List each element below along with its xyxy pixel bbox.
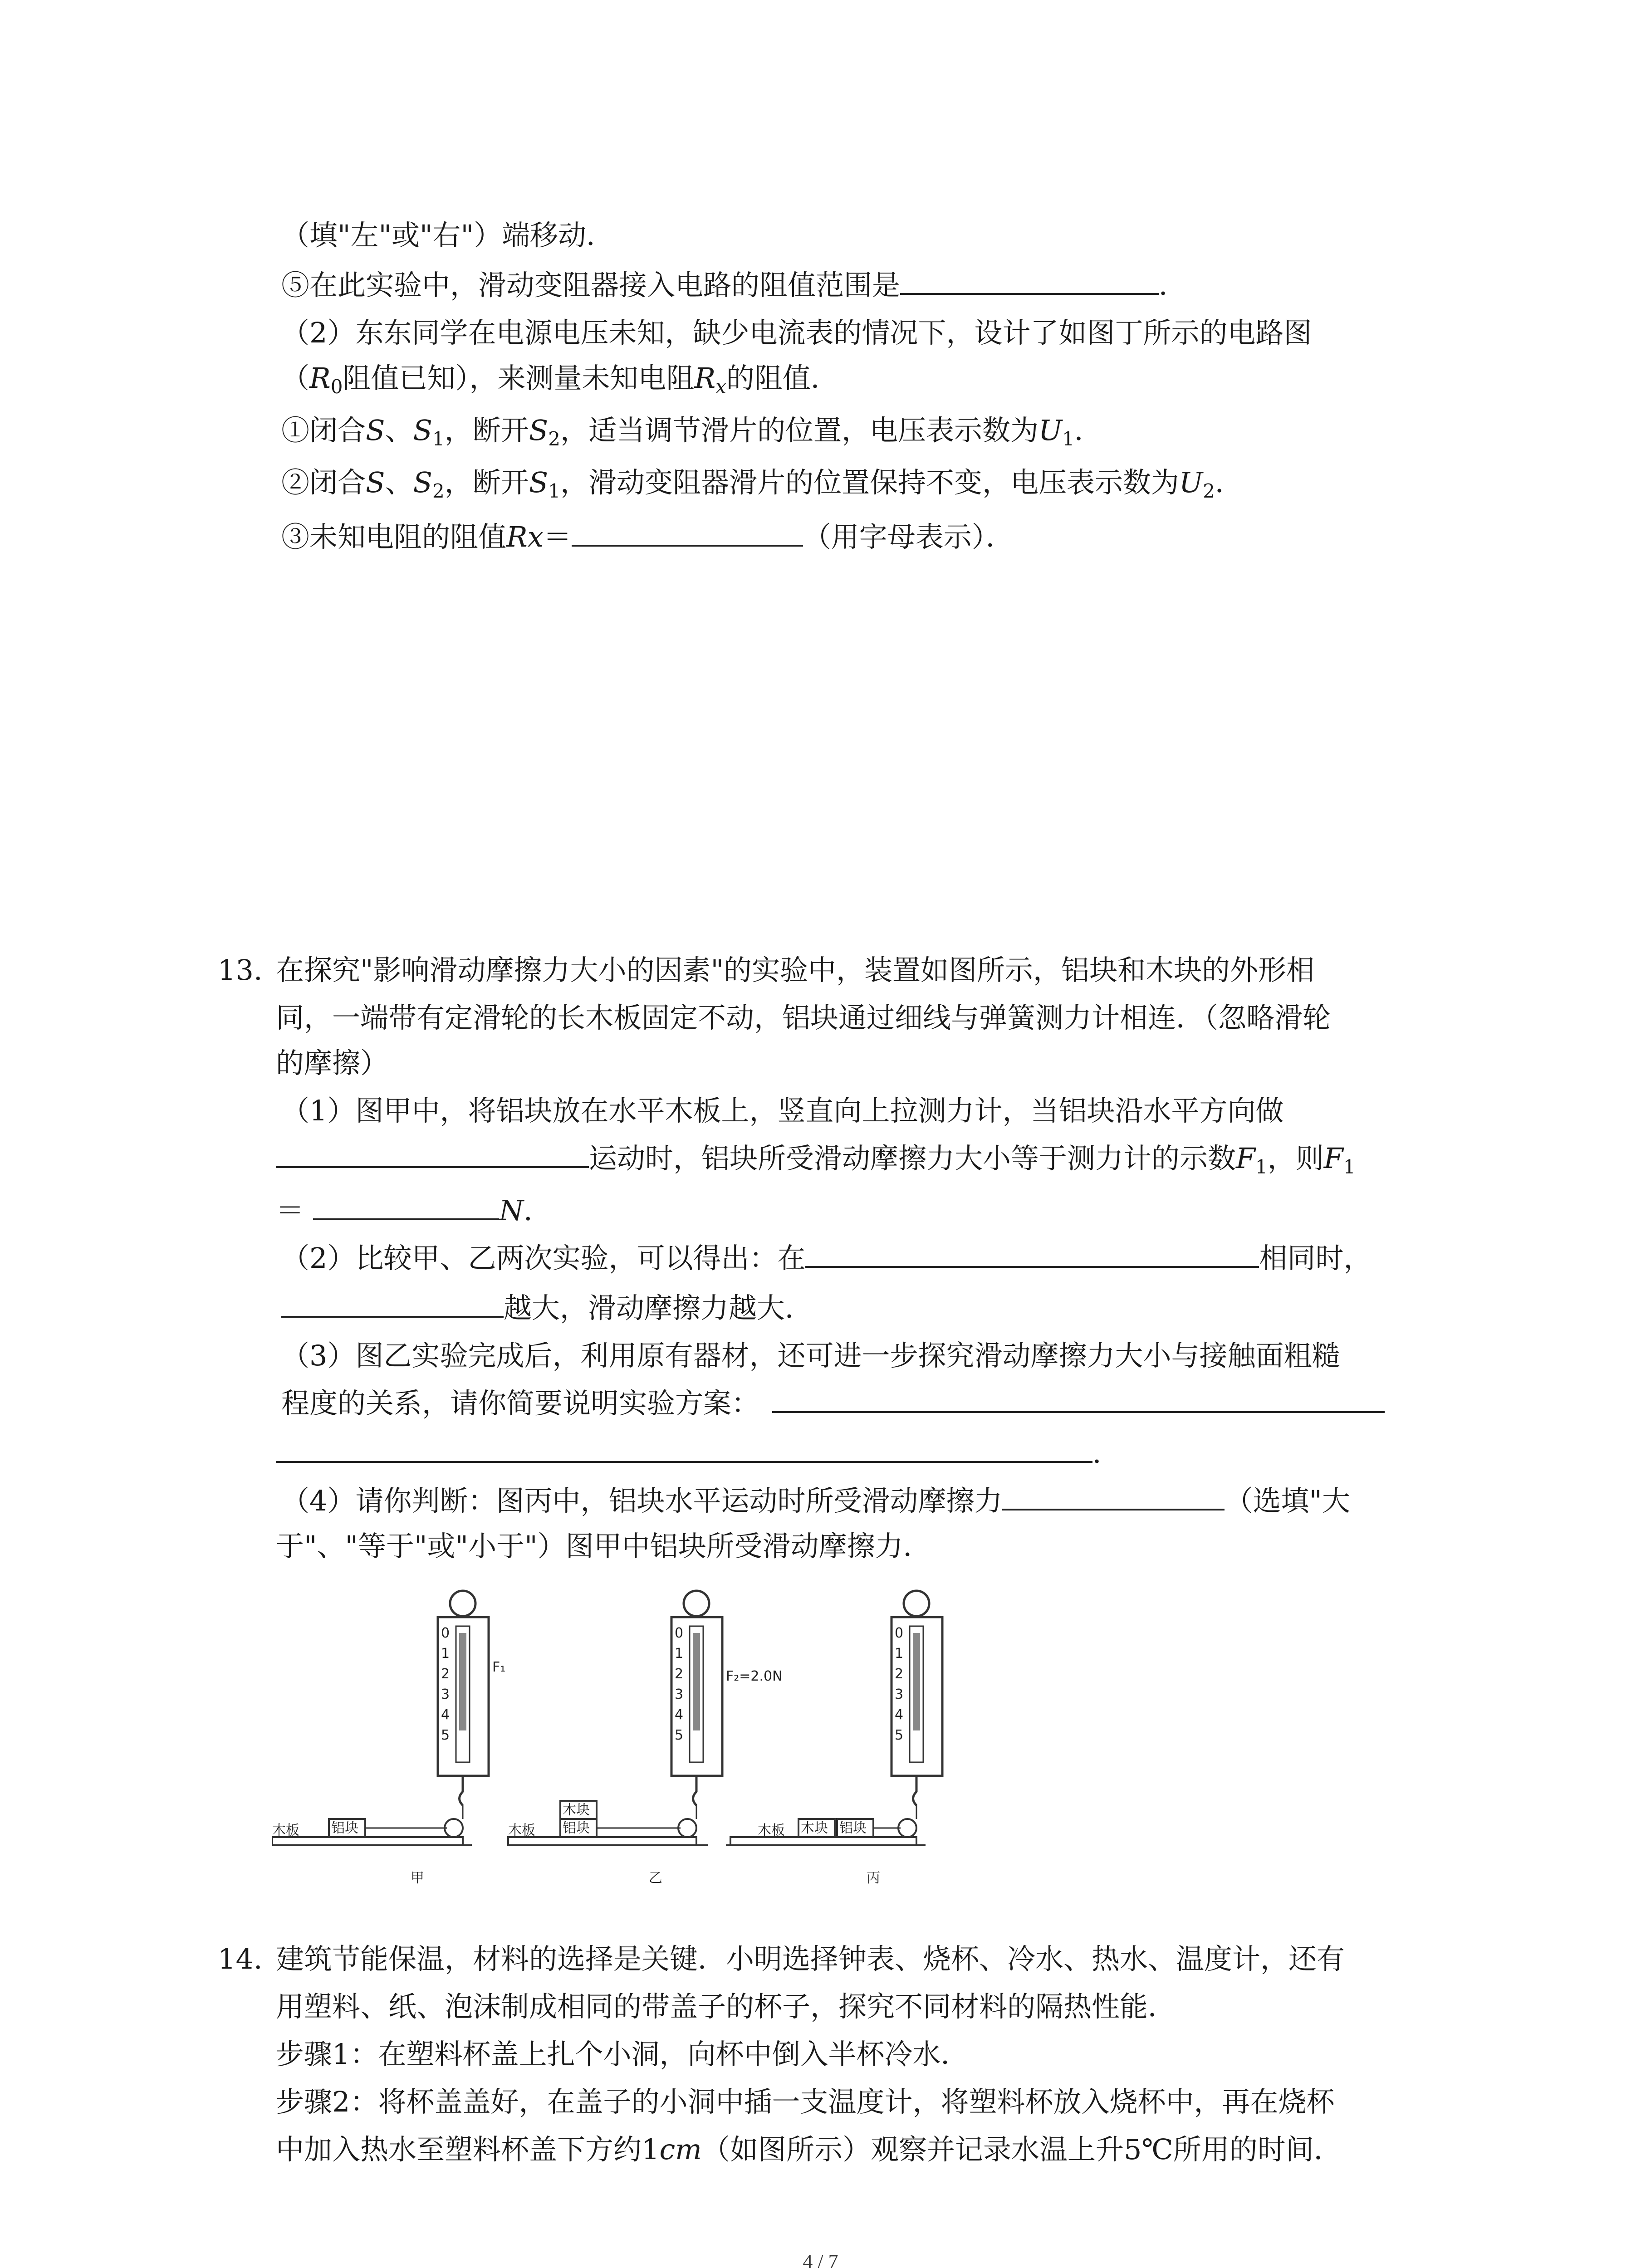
answer-blank-resistance-range[interactable] (900, 266, 1159, 295)
answer-blank-same-condition[interactable] (805, 1239, 1259, 1268)
tick-label: 3 (895, 1686, 904, 1702)
answer-blank-friction-comparison[interactable] (1002, 1481, 1225, 1510)
symbol-F1-sub: 1 (1255, 1156, 1268, 1178)
q13-text-10: 程度的关系，请你简要说明实验方案： (281, 1387, 760, 1420)
q13-line-5 (276, 1139, 1356, 1187)
tick-label: 3 (675, 1686, 684, 1702)
q12-text-4a: （ (281, 362, 310, 395)
q14-text-5b: （如图所示）观察并记录水温上升5℃所用的时间． (701, 2133, 1342, 2166)
symbol-R0: R (309, 362, 331, 395)
q14-text-4: 步骤2：将杯盖盖好，在盖子的小洞中插一支温度计，将塑料杯放入烧杯中，再在烧杯 (276, 2085, 1335, 2118)
q13-text-11: ． (1092, 1437, 1121, 1470)
q12-text-6d: ，滑动变阻器滑片的位置保持不变，电压表示数为 (560, 466, 1179, 499)
wood-block-label: 木块 (563, 1802, 590, 1818)
q13-text-1: 在探究"影响滑动摩擦力大小的因素"的实验中，装置如图所示，铝块和木块的外形相 (276, 953, 1315, 987)
aluminum-label: 铝块 (563, 1820, 590, 1836)
tick-label: 4 (675, 1707, 684, 1723)
symbol-S1: S (413, 414, 432, 447)
pulley-icon (678, 1819, 696, 1837)
q14-line-3 (276, 2034, 969, 2074)
board-label: 木板 (758, 1823, 785, 1838)
q13-line-11 (276, 1433, 1121, 1473)
symbol-S: S (366, 414, 385, 447)
q12-line-2 (281, 265, 1187, 305)
scale-ring-icon (684, 1591, 709, 1616)
q13-line-13 (276, 1526, 931, 1566)
q14-line-5 (276, 2130, 1342, 2170)
caption-bing: 丙 (867, 1870, 880, 1886)
pulley-icon (898, 1819, 916, 1837)
q13-line-10 (281, 1383, 1385, 1423)
tick-label: 2 (441, 1666, 450, 1682)
tick-label: 0 (895, 1625, 904, 1641)
answer-blank-plan-part2[interactable] (276, 1434, 1092, 1463)
q12-text-5e: ． (1074, 414, 1102, 447)
symbol-U1-sub: 1 (1062, 428, 1074, 450)
symbol-S1: S (529, 466, 549, 499)
q12-text-7a: ③未知电阻的阻值 (281, 520, 507, 553)
aluminum-label: 铝块 (331, 1820, 358, 1836)
q13-text-4: （1）图甲中，将铝块放在水平木板上，竖直向上拉测力计，当铝块沿水平方向做 (281, 1094, 1284, 1127)
q13-line-7 (281, 1238, 1372, 1278)
q12-text-4c: 的阻值． (726, 362, 839, 395)
q13-line-2 (276, 998, 1331, 1038)
tick-label: 0 (441, 1625, 450, 1641)
q13-text-2: 同，一端带有定滑轮的长木板固定不动，铝块通过细线与弹簧测力计相连．（忽略滑轮 (276, 1001, 1331, 1034)
q13-text-9: （3）图乙实验完成后，利用原有器材，还可进一步探究滑动摩擦力大小与接触面粗糙 (281, 1339, 1340, 1372)
symbol-U1: U (1038, 414, 1063, 447)
tick-label: 4 (895, 1707, 904, 1723)
q12-text-2: ⑤在此实验中，滑动变阻器接入电路的阻值范围是 (281, 269, 901, 302)
symbol-U2: U (1179, 466, 1203, 499)
symbol-S2-sub: 2 (432, 480, 445, 502)
q13-text-7a: （2）比较甲、乙两次实验，可以得出：在 (281, 1242, 806, 1275)
q13-text-12b: （选填"大 (1225, 1484, 1350, 1517)
tick-label: 2 (895, 1666, 904, 1682)
q14-text-2: 用塑料、纸、泡沫制成相同的带盖子的杯子，探究不同材料的隔热性能． (276, 1990, 1176, 2023)
answer-blank-larger-factor[interactable] (281, 1289, 504, 1318)
symbol-F1: F (1236, 1142, 1256, 1175)
q13-line-1 (218, 950, 1314, 990)
q12-line-7 (281, 517, 1014, 557)
q12-text-4b: 阻值已知），来测量未知电阻 (343, 362, 695, 395)
scale-spring (913, 1633, 920, 1730)
tick-label: 5 (675, 1727, 684, 1743)
q13-text-8: 越大，滑动摩擦力越大． (504, 1291, 813, 1325)
symbol-S1-sub: 1 (432, 428, 445, 450)
q13-text-13: 于"、"等于"或"小于"）图甲中铝块所受滑动摩擦力． (276, 1530, 931, 1563)
q12-text-6b: 、 (385, 466, 413, 499)
q13-text-6a: ＝ (276, 1194, 304, 1227)
unit-cm: cm (659, 2133, 702, 2166)
q12-text-5c: ，断开 (444, 414, 529, 447)
q12-text-1: （填"左"或"右"）端移动． (281, 219, 615, 252)
q13-text-7b: 相同时， (1259, 1242, 1372, 1275)
q14-line-2 (276, 1987, 1176, 2027)
board-label: 木板 (508, 1823, 535, 1838)
symbol-Rx: Rx (506, 520, 544, 553)
tick-label: 3 (441, 1686, 450, 1702)
q13-text-5b: ，则 (1267, 1142, 1324, 1175)
q12-text-5d: ，适当调节滑片的位置，电压表示数为 (560, 414, 1038, 447)
question-number-13: 13. (218, 953, 263, 987)
q13-line-9 (281, 1336, 1340, 1376)
symbol-F1: F (1323, 1142, 1343, 1175)
q14-line-1 (218, 1939, 1345, 1979)
symbol-S2-sub: 2 (548, 428, 560, 450)
q13-line-12 (281, 1481, 1350, 1521)
q13-text-5a: 运动时，铝块所受滑动摩擦力大小等于测力计的示数 (589, 1142, 1236, 1175)
q12-text-7b: ＝ (543, 520, 572, 553)
hook-icon (460, 1792, 463, 1805)
board-label: 木板 (272, 1823, 299, 1838)
symbol-U2-sub: 2 (1203, 480, 1215, 502)
symbol-R0-sub: 0 (330, 376, 343, 398)
tick-label: 5 (895, 1727, 904, 1743)
scale-ring-icon (450, 1591, 475, 1616)
hook-icon (913, 1792, 917, 1805)
answer-blank-rx-expression[interactable] (572, 518, 803, 547)
wood-board (272, 1837, 463, 1845)
answer-blank-f1-value[interactable] (313, 1191, 499, 1220)
setup-bing (726, 1591, 942, 1886)
pulley-icon (445, 1819, 463, 1837)
symbol-S: S (366, 466, 385, 499)
q14-text-5a: 中加入热水至塑料杯盖下方约1 (276, 2133, 660, 2166)
force-label-F2: F₂=2.0N (726, 1668, 783, 1684)
answer-blank-motion-type[interactable] (276, 1139, 589, 1168)
q12-text-2-end: ． (1159, 269, 1187, 302)
caption-yi: 乙 (649, 1870, 662, 1886)
q14-text-3: 步骤1：在塑料杯盖上扎个小洞，向杯中倒入半杯冷水． (276, 2038, 969, 2071)
scale-spring (693, 1633, 700, 1730)
tick-label: 0 (675, 1625, 684, 1641)
scale-spring (459, 1633, 466, 1730)
q12-text-3: （2）东东同学在电源电压未知，缺少电流表的情况下，设计了如图丁所示的电路图 (281, 316, 1312, 349)
q12-line-1 (281, 215, 614, 255)
tick-label: 4 (441, 1707, 450, 1723)
q13-text-6b: ． (524, 1194, 552, 1227)
q12-line-3 (281, 313, 1312, 353)
scale-ring-icon (904, 1591, 929, 1616)
tick-label: 1 (895, 1646, 904, 1662)
q13-line-6 (276, 1191, 552, 1231)
q12-text-5b: 、 (385, 414, 413, 447)
caption-jia: 甲 (411, 1870, 424, 1886)
symbol-F1-sub: 1 (1343, 1156, 1356, 1178)
tick-label: 2 (675, 1666, 684, 1682)
page-number: 4 / 7 (803, 2250, 838, 2268)
q14-line-4 (276, 2082, 1334, 2122)
symbol-S1-sub: 1 (548, 480, 560, 502)
q12-text-5a: ①闭合 (281, 414, 366, 447)
tick-label: 1 (675, 1646, 684, 1662)
q12-line-6 (281, 463, 1243, 511)
tick-label: 1 (441, 1646, 450, 1662)
unit-N: N (499, 1194, 524, 1227)
symbol-S2: S (413, 466, 432, 499)
q14-text-1: 建筑节能保温，材料的选择是关键．小明选择钟表、烧杯、冷水、热水、温度计，还有 (276, 1942, 1345, 1975)
q13-line-8 (281, 1288, 813, 1328)
q12-text-6c: ，断开 (444, 466, 529, 499)
symbol-S2: S (529, 414, 549, 447)
question-number-14: 14. (218, 1942, 263, 1975)
q13-text-12a: （4）请你判断：图丙中，铝块水平运动时所受滑动摩擦力 (281, 1484, 1003, 1517)
q13-line-4 (281, 1091, 1283, 1131)
q13-line-3 (276, 1043, 388, 1083)
aluminum-label: 铝块 (839, 1820, 867, 1836)
force-label-F1: F₁ (492, 1659, 506, 1675)
wood-board (508, 1837, 696, 1845)
tick-label: 5 (441, 1727, 450, 1743)
q12-line-4 (281, 358, 839, 407)
setup-jia (272, 1591, 505, 1886)
wood-block-label: 木块 (801, 1820, 828, 1836)
q12-text-6a: ②闭合 (281, 466, 366, 499)
symbol-Rx-sub: x (715, 376, 726, 398)
answer-blank-plan-part1[interactable] (772, 1384, 1385, 1413)
q12-line-5 (281, 411, 1102, 459)
hook-icon (693, 1792, 697, 1805)
q12-text-6e: ． (1215, 466, 1243, 499)
spring-scale-figure (272, 1583, 975, 1901)
q12-text-7c: （用字母表示）． (803, 520, 1014, 553)
q13-text-3: 的摩擦） (276, 1046, 389, 1080)
symbol-Rx: R (694, 362, 716, 395)
